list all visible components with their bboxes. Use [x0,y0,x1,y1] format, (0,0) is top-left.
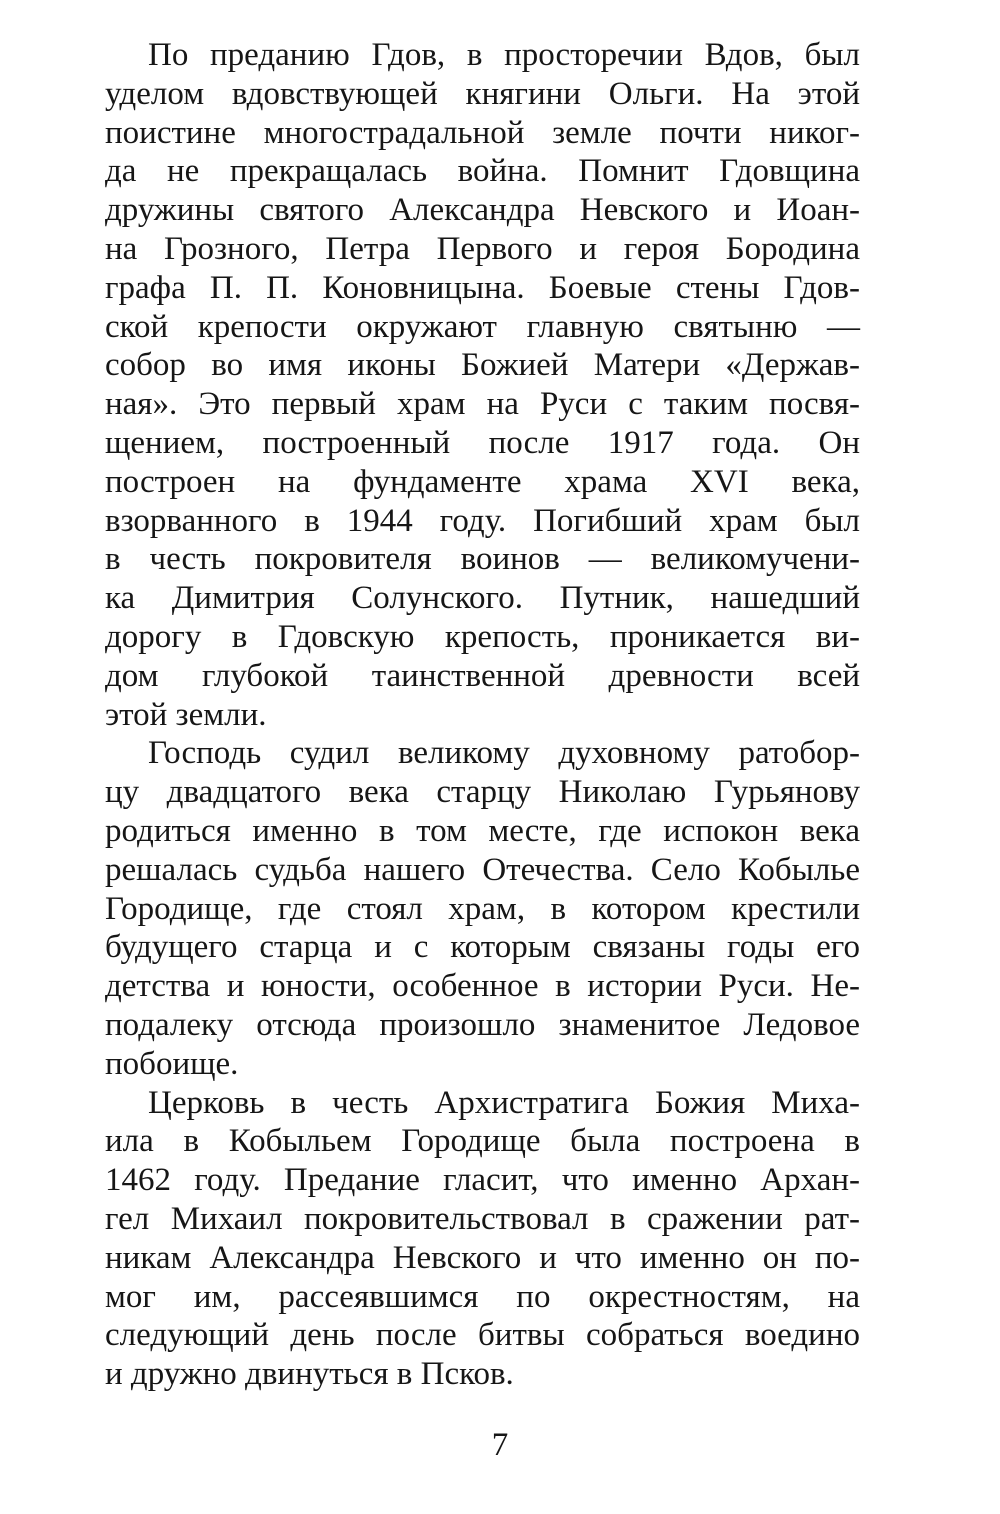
text-line: взорванного в 1944 году. Погибший храм был [105,502,860,539]
text-line: Городище, где стоял храм, в котором крестили [105,890,860,927]
paragraph [105,1084,860,1394]
text-line: ка Димитрия Солунского. Путник, нашедший [105,580,860,617]
text-line: этой земли. [105,696,267,733]
text-line: цу двадцатого века старцу Николаю Гурьянову [105,774,860,811]
paragraph [105,734,860,1083]
text-line: дом глубокой таинственной древности всей [105,657,860,694]
page-body-text [105,36,860,1394]
text-line: да не прекращалась война. Помнит Гдовщина [105,153,860,190]
text-line: решалась судьба нашего Отечества. Село Кобылье [105,851,860,888]
text-line: Господь судил великому духовному ратобор- [148,735,860,772]
text-line: ная». Это первый храм на Руси с таким посвя- [105,386,860,423]
text-line: в честь покровителя воинов — великомучени- [105,541,860,578]
text-line: собор во имя иконы Божией Матери «Держав- [105,347,860,384]
text-line: поистине многострадальной земле почти никог- [105,114,860,151]
text-line: Церковь в честь Архистратига Божия Миха- [148,1084,860,1121]
text-line: По преданию Гдов, в просторечии Вдов, был [148,37,860,73]
text-line: родиться именно в том месте, где испокон века [105,812,860,849]
page-number: 7 [491,1427,509,1463]
text-line: побоище. [105,1045,239,1082]
text-line: детства и юности, особенное в истории Руси. Не- [105,968,860,1005]
text-line: будущего старца и с которым связаны годы его [105,929,860,966]
text-line: ской крепости окружают главную святыню — [105,308,860,345]
text-line: дорогу в Гдовскую крепость, проникается ви- [105,618,860,655]
text-line: подалеку отсюда произошло знаменитое Ледовое [105,1006,860,1043]
text-line: уделом вдовствующей княгини Ольги. На этой [105,75,860,112]
text-line: никам Александра Невского и что именно он по- [105,1239,860,1276]
text-line: и дружно двинуться в Псков. [105,1356,514,1393]
text-line: 1462 году. Предание гласит, что именно Архан- [105,1162,860,1199]
paragraph [105,36,860,734]
text-line: мог им, рассеявшимся по окрестностям, на [105,1278,860,1315]
text-line: графа П. П. Коновницына. Боевые стены Гдов- [105,269,860,306]
text-line: следующий день после битвы собраться воедино [105,1317,860,1354]
text-line: построен на фундаменте храма XVI века, [105,463,860,500]
text-line: ила в Кобыльем Городище была построена в [105,1123,860,1160]
text-line: гел Михаил покровительствовал в сражении рат- [105,1200,860,1237]
text-line: дружины святого Александра Невского и Иоан- [105,192,860,229]
text-line: на Грозного, Петра Первого и героя Бородина [105,230,860,267]
text-line: щением, построенный после 1917 года. Он [105,424,860,461]
